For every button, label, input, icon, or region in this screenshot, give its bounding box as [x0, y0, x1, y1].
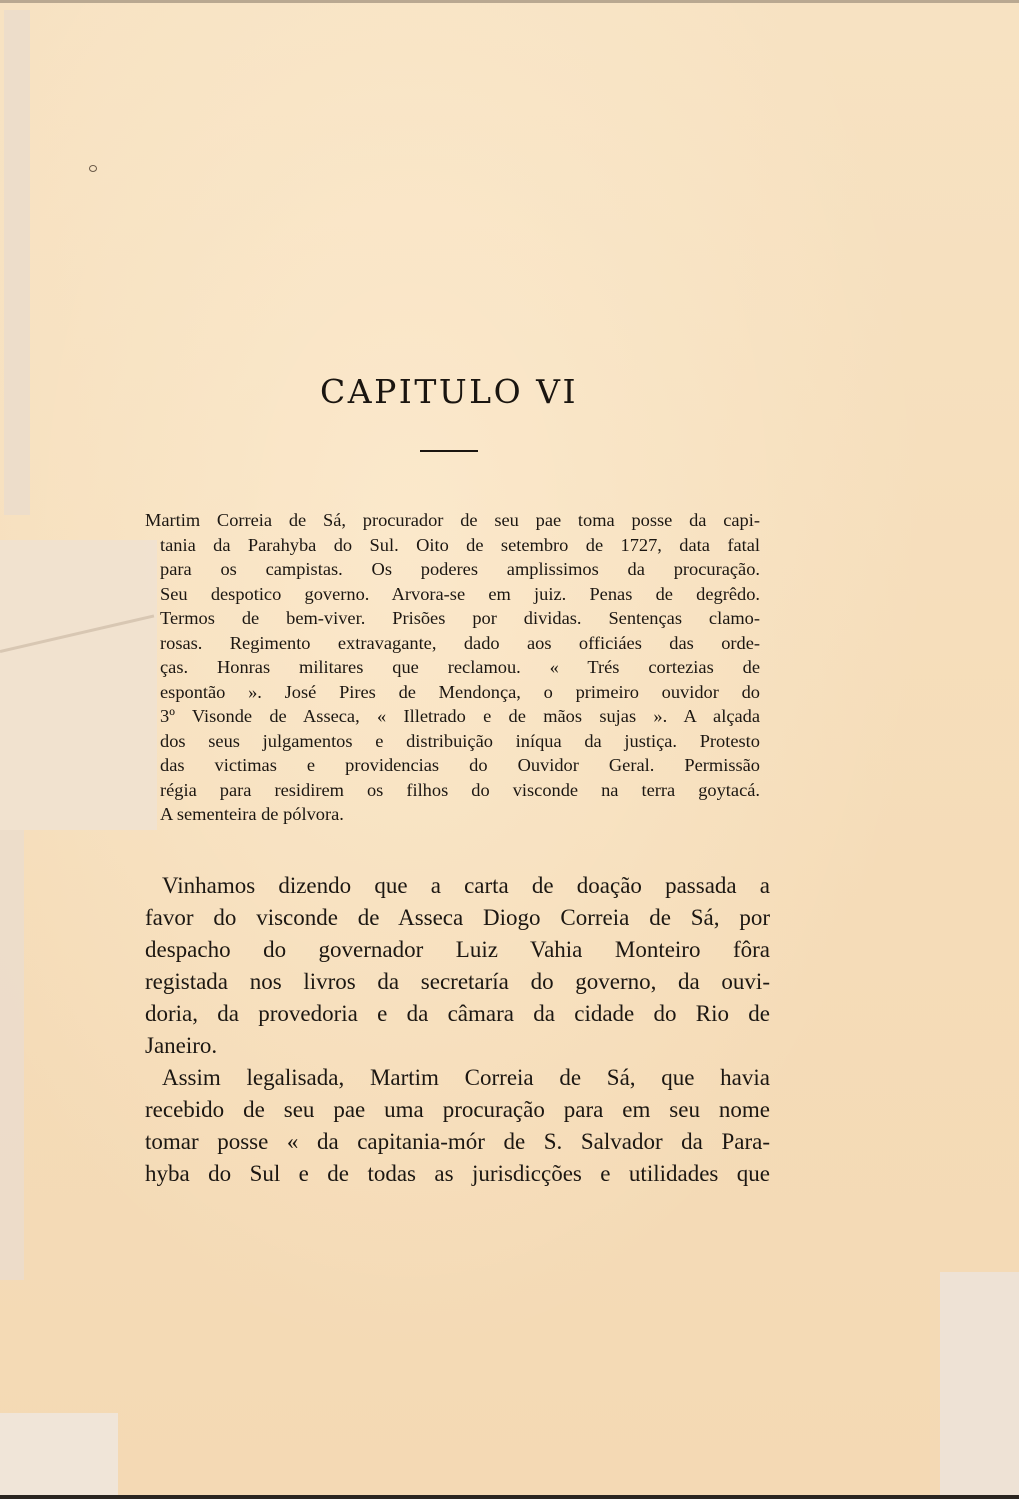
body-line: tomar posse « da capitania-mór de S. Salvador da Para-: [145, 1129, 770, 1154]
summary-line: ças. Honras militares que reclamou. « Trés cortezias de: [160, 657, 760, 677]
tape-patch-right-bottom: [940, 1272, 1019, 1495]
body-line: Vinhamos dizendo que a carta de doação passada a: [162, 873, 770, 898]
body-line: despacho do governador Luiz Vahia Monteiro fôra: [145, 937, 770, 962]
paragraph: [145, 870, 770, 1062]
title-rule-divider: [420, 450, 478, 452]
summary-line: Termos de bem-viver. Prisões por dividas. Sentenças clamo-: [160, 608, 760, 628]
tape-patch-left-top: [4, 10, 30, 515]
summary-line: A sementeira de pólvora.: [160, 804, 344, 824]
body-line: Assim legalisada, Martim Correia de Sá, que havia: [162, 1065, 770, 1090]
body-line: Janeiro.: [145, 1033, 218, 1058]
summary-line: para os campistas. Os poderes amplissimos da procuração.: [160, 559, 760, 579]
summary-line: rosas. Regimento extravagante, dado aos officiáes das orde-: [160, 632, 760, 653]
summary-line: 3º Visonde de Asseca, « Illetrado e de mãos sujas ». A alçada: [160, 706, 760, 726]
ink-spot: [89, 165, 97, 172]
body-line: hyba do Sul e de todas as jurisdicções e utilidades que: [145, 1161, 770, 1186]
summary-line: régia para residirem os filhos do visconde na terra goytacá.: [160, 779, 760, 800]
tape-patch-left-strip: [0, 830, 24, 1280]
summary-line: dos seus julgamentos e distribuição iníqua da justiça. Protesto: [160, 730, 760, 751]
page-top-edge: [0, 0, 1019, 3]
summary-line: Seu despotico governo. Arvora-se em juiz. Penas de degrêdo.: [160, 583, 760, 604]
summary-line: Martim Correia de Sá, procurador de seu pae toma posse da capi-: [145, 510, 760, 530]
body-text: [145, 870, 770, 1190]
body-line: recebido de seu pae uma procuração para em seu nome: [145, 1097, 770, 1122]
chapter-title: CAPITULO VI: [320, 372, 578, 412]
page-bottom-edge: [0, 1495, 1019, 1499]
body-line: favor do visconde de Asseca Diogo Correia de Sá, por: [145, 905, 770, 930]
summary-line: tania da Parahyba do Sul. Oito de setembro de 1727, data fatal: [160, 534, 760, 555]
summary-line: espontão ». José Pires de Mendonça, o primeiro ouvidor do: [160, 681, 760, 702]
paragraph: [145, 1062, 770, 1190]
summary-line: das victimas e providencias do Ouvidor Geral. Permissão: [160, 755, 760, 775]
chapter-summary: [145, 508, 760, 827]
body-line: registada nos livros da secretaría do governo, da ouvi-: [145, 969, 770, 994]
tape-patch-left-middle: [0, 540, 157, 830]
body-line: doria, da provedoria e da câmara da cidade do Rio de: [145, 1001, 770, 1026]
tape-patch-left-bottom: [0, 1413, 118, 1495]
